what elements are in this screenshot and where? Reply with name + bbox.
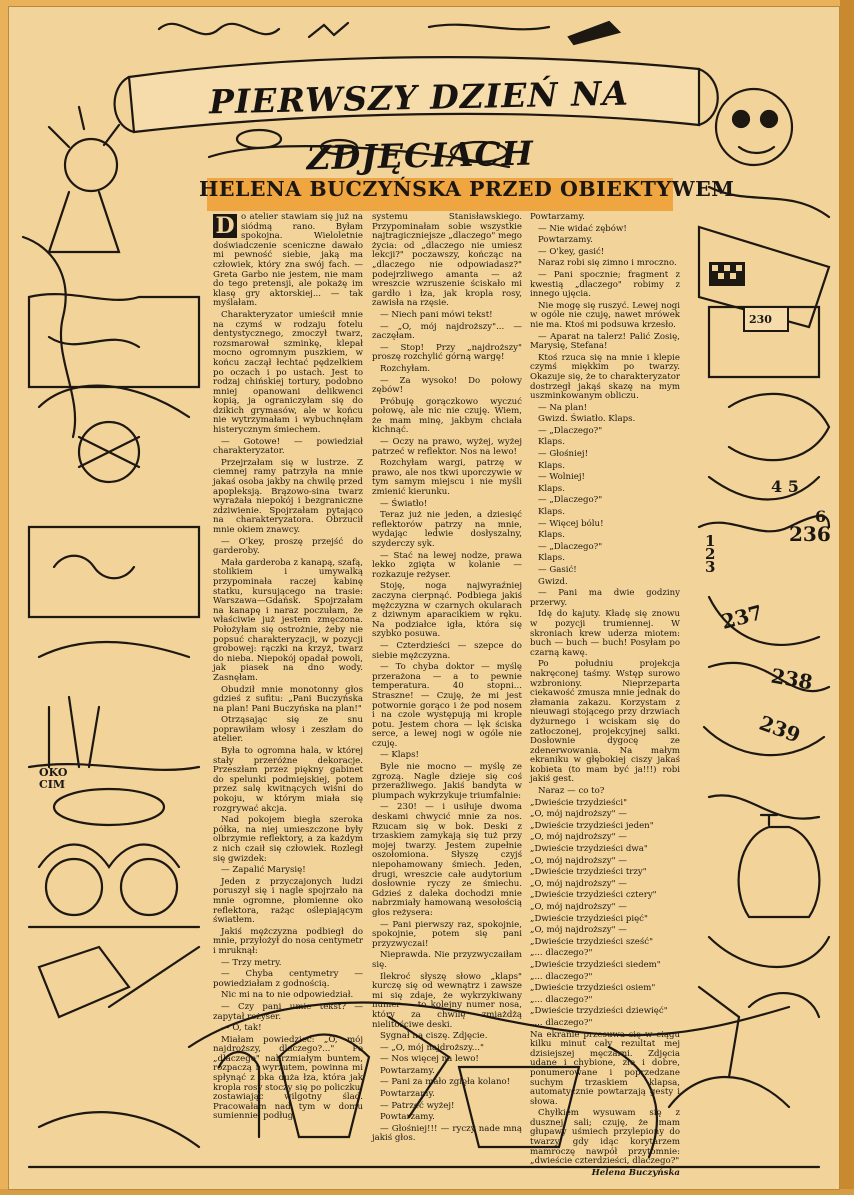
paragraph: Idę do kajuty. Kładę się znowu w pozycji trumiennej. W skroniach krew uderza miotem: buch — buch — buch! Posyłam po czarną kawę. (530, 609, 680, 658)
paragraph: Gwizd. Światło. Klaps. (538, 414, 636, 425)
number-45: 4 5 (771, 477, 799, 496)
paragraph: Ilekroć słyszę słowo „klaps" kurczę się od wewnątrz i zawsze mi się zdaje, że wykrzykiwany numer — to kolejny numer nosa, który za chwilę zmiażdżą nielitościwe deski. (372, 971, 522, 1030)
paragraph: „... dlaczego?" (530, 971, 593, 982)
paragraph: „... dlaczego?" (530, 994, 593, 1005)
paragraph: Byle nie mocno — myślę ze zgrozą. Nagle dzieje się coś przerażliwego. Jakiś bandyta w piumpach wykrzykuje triumfalnie: (372, 762, 522, 801)
paragraph: Powtarzamy. (380, 1065, 435, 1076)
article-title: PIERWSZY DZIEŃ NA ZDJĘCIACH (208, 73, 630, 178)
number-237: 237 (718, 600, 766, 634)
paragraph: „Dwieście trzydzieści trzy" (530, 867, 647, 878)
paragraph: Naraz — co to? (538, 786, 605, 797)
paragraph: „Dwieście trzydzieści jeden" (530, 820, 654, 831)
paragraph: — To chyba doktor — myślę przerażona — a to pewnie temperatura. 40 stopni... Straszne! — Czuję, że mi jest potwornie gorąco i że pod nosem i na czole występują mi krople potu. Jestem chora — lęk ściska serce, a lewej nogi w ogóle nie czuję. (372, 662, 522, 749)
paragraph: — Niech pani mówi tekst! (380, 309, 493, 320)
paragraph: — O'key, gasić! (538, 246, 605, 257)
paragraph: — Stop! Przy „najdroższy" proszę rozchylić górną wargę! (372, 342, 522, 363)
paragraph: Rozchyłam wargi, patrzę w prawo, ale nos tkwi uporczywie w tym samym miejscu i nie myśli zmienić kierunku. (372, 458, 522, 498)
paragraph: Klaps. (538, 553, 565, 564)
paragraph: „O, mój najdroższy" — (530, 809, 627, 820)
paragraph: Klaps. (538, 483, 565, 494)
number-236: 236 (789, 522, 831, 546)
paragraph: „... dlaczego?" (530, 948, 593, 959)
paragraph: — „Dlaczego?" (538, 541, 603, 552)
paragraph: Chyłkiem wysuwam się z dusznej sali; czuję, że mam głupawy uśmiech przylepiony do twarzy, gdy idąc korytarzem mamroczę nawpół przytomnie: „dwieście czterdzieści, dlaczego?" (530, 1108, 680, 1167)
paragraph: — Pani za mało zgięła kolano! (380, 1077, 511, 1088)
paragraph: „Dwieście trzydzieści" (530, 797, 628, 808)
number-6: 6 (815, 507, 827, 526)
paragraph: „O, mój najdroższy" — (530, 925, 627, 936)
paragraph: Po południu projekcja nakręconej taśmy. Wstęp surowo wzbroniony. Nieprzeparta ciekawość zmusza mnie jednak do złamania zakazu. Korzystam z nieuwagi stojącego przy drzwiach dyżurnego i wciskam się do zatłoczonej, projekcyjnej salki. Dosłownie dygocę ze zdenerwowania. Na małym ekraniku w głębokiej ciszy jakaś kobieta (to mam być ja!!!) robi jakiś gest. (530, 659, 680, 785)
paragraph: „Dwieście trzydzieści dwa" (530, 844, 648, 855)
oko-cim-label: OKO CIM (39, 766, 68, 791)
paragraph: Jakiś mężczyzna podbiegł do mnie, przyłożył do nosa centymetr i mruknął: (213, 926, 363, 956)
paragraph: Teraz już nie jeden, a dziesięć reflektorów patrzy na mnie, wydając ledwie dosłyszalny, szyderczy syk. (372, 510, 522, 549)
paragraph: Charakteryzator umieścił mnie na czymś w rodzaju fotelu dentystycznego, zmoczył twarz, rozsmarował szminkę, klepał mocno ogromnym puszkiem, w końcu zaczął łechtać pędzelkiem po oczach i po ustach. Jest to rodzaj chińskiej tortury, podobno mniej opanowani delikwenci kopią, ja ograniczyłam się do dzikich grymasów, ale w końcu nie wytrzymałam i wybuchnęłam histerycznym śmiechem. (213, 309, 363, 436)
paragraph: „Dwieście trzydzieści pięć" (530, 913, 648, 924)
paragraph: „O, mój najdroższy" — (530, 902, 627, 912)
paragraph: — Zapalić Marysię! (221, 865, 306, 876)
text-column-1 (213, 213, 363, 1124)
page-edge-right (840, 0, 854, 1195)
number-123: 1 2 3 (705, 532, 716, 576)
magazine-page (8, 6, 840, 1190)
paragraph: — O'key, proszę przejść do garderoby. (213, 536, 363, 557)
paragraph: Przejrzałam się w lustrze. Z ciemnej ramy patrzyła na mnie jakaś osoba jakby na chwilę przed apopleksją. Brązowo-sina twarz wyrażała niepokój i bezgraniczne zdziwienie. Spojrzałam pytająco na charakteryzatora. Obrzucił mnie okiem znawcy. (213, 457, 363, 535)
paragraph: Klaps. (538, 460, 565, 471)
paragraph: „Dwieście trzydzieści dziewięć" (530, 1006, 668, 1017)
paragraph: Nic mi na to nie odpowiedział. (221, 990, 354, 1001)
paragraph: — 230! — i usiłuje dwoma deskami chwycić mnie za nos. Rzucam się w bok. Deski z trzaskiem zamykają się tuż przy mojej twarzy. Jestem zupełnie oszołomiona. Słyszę czyjś niepohamowany śmiech. Jeden, drugi, wreszcie całe audytorium dosłownie ryczy ze śmiechu. Gdzieś z daleka dochodzi mnie nabrzmiały hamowaną wesołością głos reżysera: (372, 802, 522, 918)
paragraph: — „O, mój najdroższy..." (380, 1042, 484, 1053)
paragraph: Stoję, noga najwyraźniej zaczyna cierpnąć. Podbiega jakiś mężczyzna w czarnych okularach z dziwnym aparacikiem w ręku. Na podziałce igła, która się szybko posuwa. (372, 581, 522, 640)
author-signature: Helena Buczyńska (591, 1167, 680, 1178)
paragraph: Nad pokojem biegła szeroka półka, na niej umieszczone były olbrzymie reflektory, a za każdym z nich czaił się człowiek. Rozległ się gwizdek: (213, 815, 363, 864)
paragraph: Klaps. (538, 530, 565, 541)
paragraph: — Pani ma dwie godziny przerwy. (530, 588, 680, 608)
paragraph: — Stać na lewej nodze, prawa lekko zgięta w kolanie — rozkazuje reżyser. (372, 550, 522, 580)
text-column-2 (372, 213, 522, 1146)
paragraph: systemu Stanisławskiego. Przypominałam sobie wszystkie najtragiczniejsze „dlaczego" mego życia: od „dlaczego nie umiesz lekcji?" poczawszy, kończąc na „dlaczego nie odpowiadasz?" podejrzliwego amanta — aż wreszcie wzruszenie ściskało mi gardło i łza, jak kropla rosy, zawisła na rzęsie. (372, 212, 522, 309)
drop-cap: D (213, 214, 237, 238)
paragraph: — Trzy metry. (221, 957, 282, 968)
paragraph: „... dlaczego?" (530, 1017, 593, 1028)
paragraph: — Klaps! (380, 750, 419, 761)
paragraph: — Więcej bólu! (538, 518, 604, 529)
paragraph: „O, mój najdroższy" — (530, 855, 627, 866)
paragraph: — Pani spocznie; fragment z kwestią „dlaczego" robimy z innego ujęcia. (530, 269, 680, 300)
paragraph: Klaps. (538, 437, 565, 448)
paragraph: — „Dlaczego?" (538, 495, 603, 506)
paragraph: Gwizd. (538, 576, 568, 587)
number-239: 239 (756, 710, 804, 748)
paragraph: Powtarzamy. (380, 1089, 435, 1100)
paragraph: — Nos więcej na lewo! (380, 1054, 479, 1065)
paragraph: — Nie widać zębów! (538, 223, 627, 234)
paragraph: — Głośniej!!! — ryczy nade mną jakiś głos. (372, 1123, 522, 1144)
paragraph: Powtarzamy. (380, 1112, 435, 1123)
paragraph: — Czy pani umie tekst? — zapytał reżyser. (213, 1001, 363, 1022)
paragraph: „O, mój najdroższy" — (530, 878, 627, 889)
paragraph: — Gasić! (538, 565, 577, 575)
paragraph: „Dwieście trzydzieści cztery" (530, 890, 657, 901)
paragraph: Miałam powiedzieć: „O, mój najdroższy, dlaczego?..." Po „dlaczego" nabrzmiałym buntem, rozpaczą i wyrzutem, powinna mi spłynąć z oka duża łza, która jak kropla rosy stoczy się po policzku, zostawiając wilgotny ślad. Pracowałam nad tym w domu sumiennie, podług (213, 1034, 363, 1122)
paragraph: — Gotowe! — powiedział charakteryzator. (213, 436, 363, 457)
paragraph: — Wolniej! (538, 472, 585, 483)
paragraph: — O, tak! (221, 1023, 262, 1034)
paragraph: — Światło! (380, 498, 428, 509)
article-subtitle: HELENA BUCZYŃSKA PRZED OBIEKTYWEM (199, 177, 735, 201)
paragraph: Próbuję gorączkowo wyczuć połowę, ale nic nie czuję. Wiem, że mam minę, jakbym chciała kichnąć. (372, 396, 522, 436)
paragraph: Powtarzamy. (538, 235, 593, 246)
paragraph: „O, mój najdroższy" — (530, 832, 627, 843)
paragraph: Była to ogromna hala, w której stały przeróżne dekoracje. Przeszłam przez piękny gabinet do spelunki podmiejskiej, potem przez salę kwitnących wiśni do pokoju, w którym miała się rozgrywać akcja. (213, 746, 363, 814)
paragraph: — Patrzeć wyżej! (380, 1100, 455, 1111)
paragraph: Na ekranie przesuwa się w ciągu kilku minut cały rezultat mej dzisiejszej męczarni. Zdjęcia udane i chybione, złe i dobre, ponumerowane i poprzedzane suchym trzaskiem klapsa, automatycznie powtarzają gesty i słowa. (530, 1029, 680, 1107)
paragraph: — Oczy na prawo, wyżej, wyżej patrzeć w reflektor. Nos na lewo! (372, 437, 522, 457)
paragraph: — Na plan! (538, 402, 588, 413)
paragraph: Mała garderoba z kanapą, szafą, stolikiem i umywalką przypominała raczej kabinę statku, kursującego na trasie: Warszawa—Gdańsk. Spojrzałam na kanapę i naraz poczułam, że właściwie już jestem zmęczona. Położyłam się ostrożnie, żeby nie popsuć charakteryzacji, w pozycji grobowej: rączki na krzyż, twarz do nieba. Niepokój opadał powoli, jak piasek na dno wody. Zasnęłam. (213, 557, 363, 683)
paragraph: Rozchyłam. (380, 363, 431, 374)
paragraph: — Chyba centymetry — powiedziałam z godnością. (213, 969, 363, 989)
paragraph: — Głośniej! (538, 449, 589, 460)
paragraph: Ktoś rzuca się na mnie i klepie czymś miękkim po twarzy. Okazuje się, że to charakteryzator dostrzegł jakąś skazę na mym uszminkowanym obliczu. (530, 352, 680, 402)
paragraph: „Dwieście trzydzieści siedem" (530, 959, 661, 970)
paragraph: Jeden z przyczajonych ludzi poruszył się i nagle spojrzało na mnie ogromne, płomienne oko reflektora, rażąc oślepiającym światłem. (213, 876, 363, 926)
paragraph: Obudził mnie monotonny głos gdzieś z sufitu: „Pani Buczyńska na plan! Pani Buczyńska na plan!" (213, 684, 363, 714)
text-column-3 (530, 213, 680, 1178)
paragraph: Powtarzamy. (530, 212, 585, 222)
paragraph: — Aparat na talerz! Palić Zosię, Marysię, Stefana! (530, 331, 680, 352)
paragraph: Otrząsając się ze snu poprawiłam włosy i zeszłam do atelier. (213, 715, 363, 745)
paragraph: o atelier stawiam się już na siódmą rano. Byłam spokojna. Wieloletnie doświadczenie sceniczne dawało mi pewność siebie, jaką ma człowiek, który zna swój fach. — Greta Garbo nie jestem, nie mam do tego pretensji, ale pokażę im klasę gry aktorskiej... — tak myślałam. (213, 212, 363, 309)
paragraph: Nieprawda. Nie przyzwyczaiłam się. (372, 950, 522, 970)
paragraph: — Czterdzieści — szepce do siebie mężczyzna. (372, 640, 522, 661)
paragraph: — Za wysoko! Do połowy zębów! (372, 375, 522, 396)
paragraph: Sygnał na ciszę. Zdjęcie. (380, 1031, 488, 1042)
paragraph: Klaps. (538, 507, 565, 518)
number-238: 238 (769, 663, 815, 695)
paragraph: — „Dlaczego?" (538, 425, 603, 436)
paragraph: Nie mogę się ruszyć. Lewej nogi w ogóle nie czuję, nawet mrówek nie ma. Ktoś mi podsuwa krzesło. (530, 300, 680, 330)
paragraph: — „O, mój najdroższy"... — zaczęłam. (372, 321, 522, 342)
paragraph: „Dwieście trzydzieści osiem" (530, 983, 656, 994)
paragraph: — Pani pierwszy raz, spokojnie, spokojnie, potem się pani przyzwyczai! (372, 919, 522, 949)
paragraph: Naraz robi się zimno i mroczno. (538, 258, 677, 269)
paragraph: „Dwieście trzydzieści sześć" (530, 936, 654, 947)
sign-number: 230 (749, 313, 772, 326)
